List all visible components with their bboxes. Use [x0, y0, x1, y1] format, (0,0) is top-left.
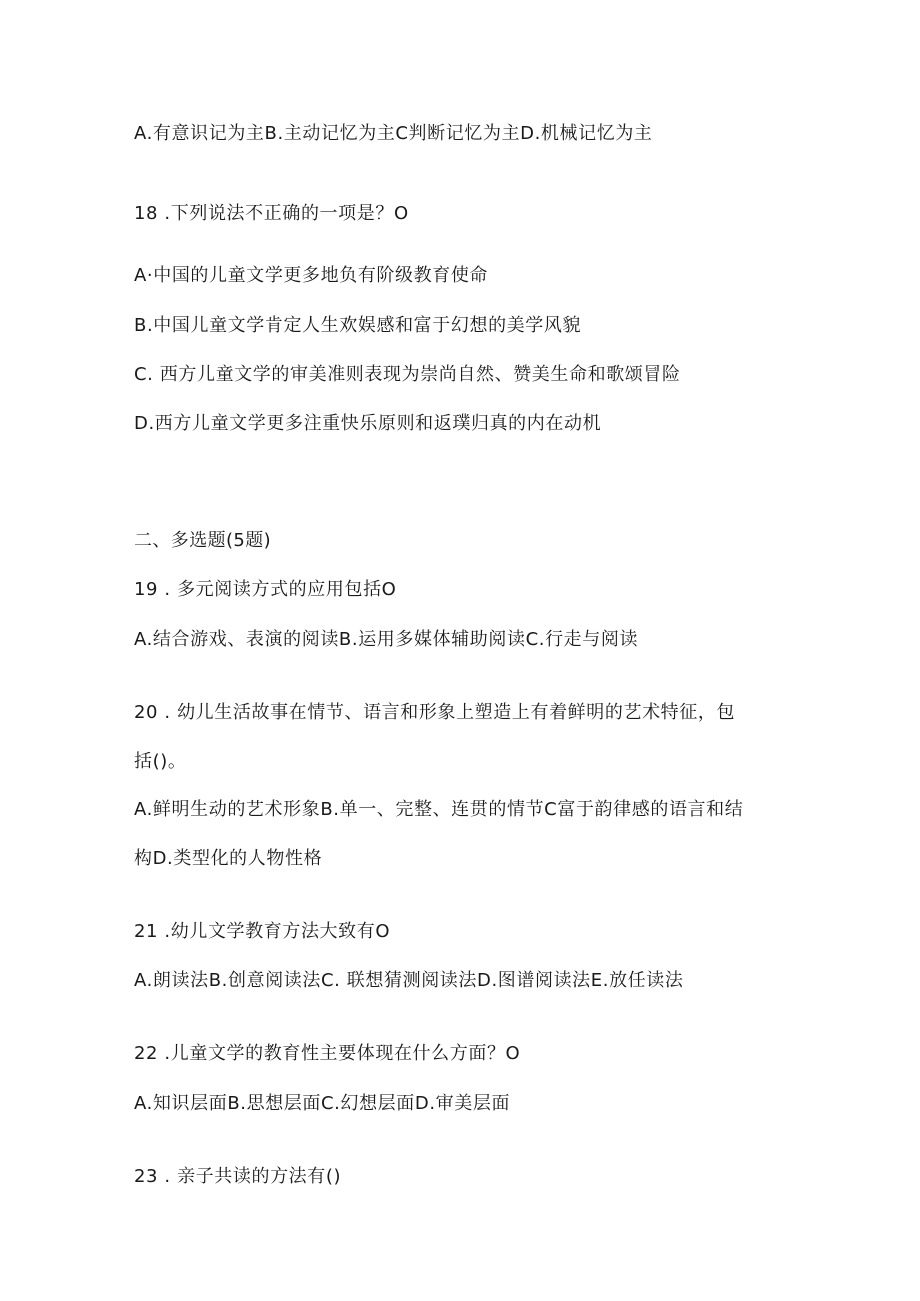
- q20-question-continued: 括()。: [134, 751, 187, 772]
- q19-options: A.结合游戏、表演的阅读B.运用多媒体辅助阅读C.行走与阅读: [134, 629, 639, 650]
- q19-question: 19 . 多元阅读方式的应用包括O: [134, 579, 397, 600]
- q18-option-c: C. 西方儿童文学的审美准则表现为崇尚自然、赞美生命和歌颂冒险: [134, 364, 681, 385]
- q21-options: A.朗读法B.创意阅读法C. 联想猜测阅读法D.图谱阅读法E.放任读法: [134, 970, 684, 991]
- q20-options-continued: 构D.类型化的人物性格: [134, 848, 323, 869]
- q20-options: A.鲜明生动的艺术形象B.单一、完整、连贯的情节C富于韵律感的语言和结: [134, 799, 744, 820]
- section-title: 二、多选题(5题): [134, 530, 272, 551]
- q17-options: A.有意识记为主B.主动记忆为主C判断记忆为主D.机械记忆为主: [134, 123, 653, 144]
- q18-option-d: D.西方儿童文学更多注重快乐原则和返璞归真的内在动机: [134, 413, 602, 434]
- q18-option-a: A·中国的儿童文学更多地负有阶级教育使命: [134, 265, 489, 286]
- q21-question: 21 .幼儿文学教育方法大致有O: [134, 921, 391, 942]
- q20-question: 20 . 幼儿生活故事在情节、语言和形象上塑造上有着鲜明的艺术特征，包: [134, 702, 736, 723]
- q22-options: A.知识层面B.思想层面C.幻想层面D.审美层面: [134, 1093, 511, 1114]
- q18-question: 18 .下列说法不正确的一项是？O: [134, 203, 409, 224]
- q22-question: 22 .儿童文学的教育性主要体现在什么方面？O: [134, 1043, 521, 1064]
- q23-question: 23 . 亲子共读的方法有(): [134, 1166, 342, 1187]
- q18-option-b: B.中国儿童文学肯定人生欢娱感和富于幻想的美学风貌: [134, 315, 582, 336]
